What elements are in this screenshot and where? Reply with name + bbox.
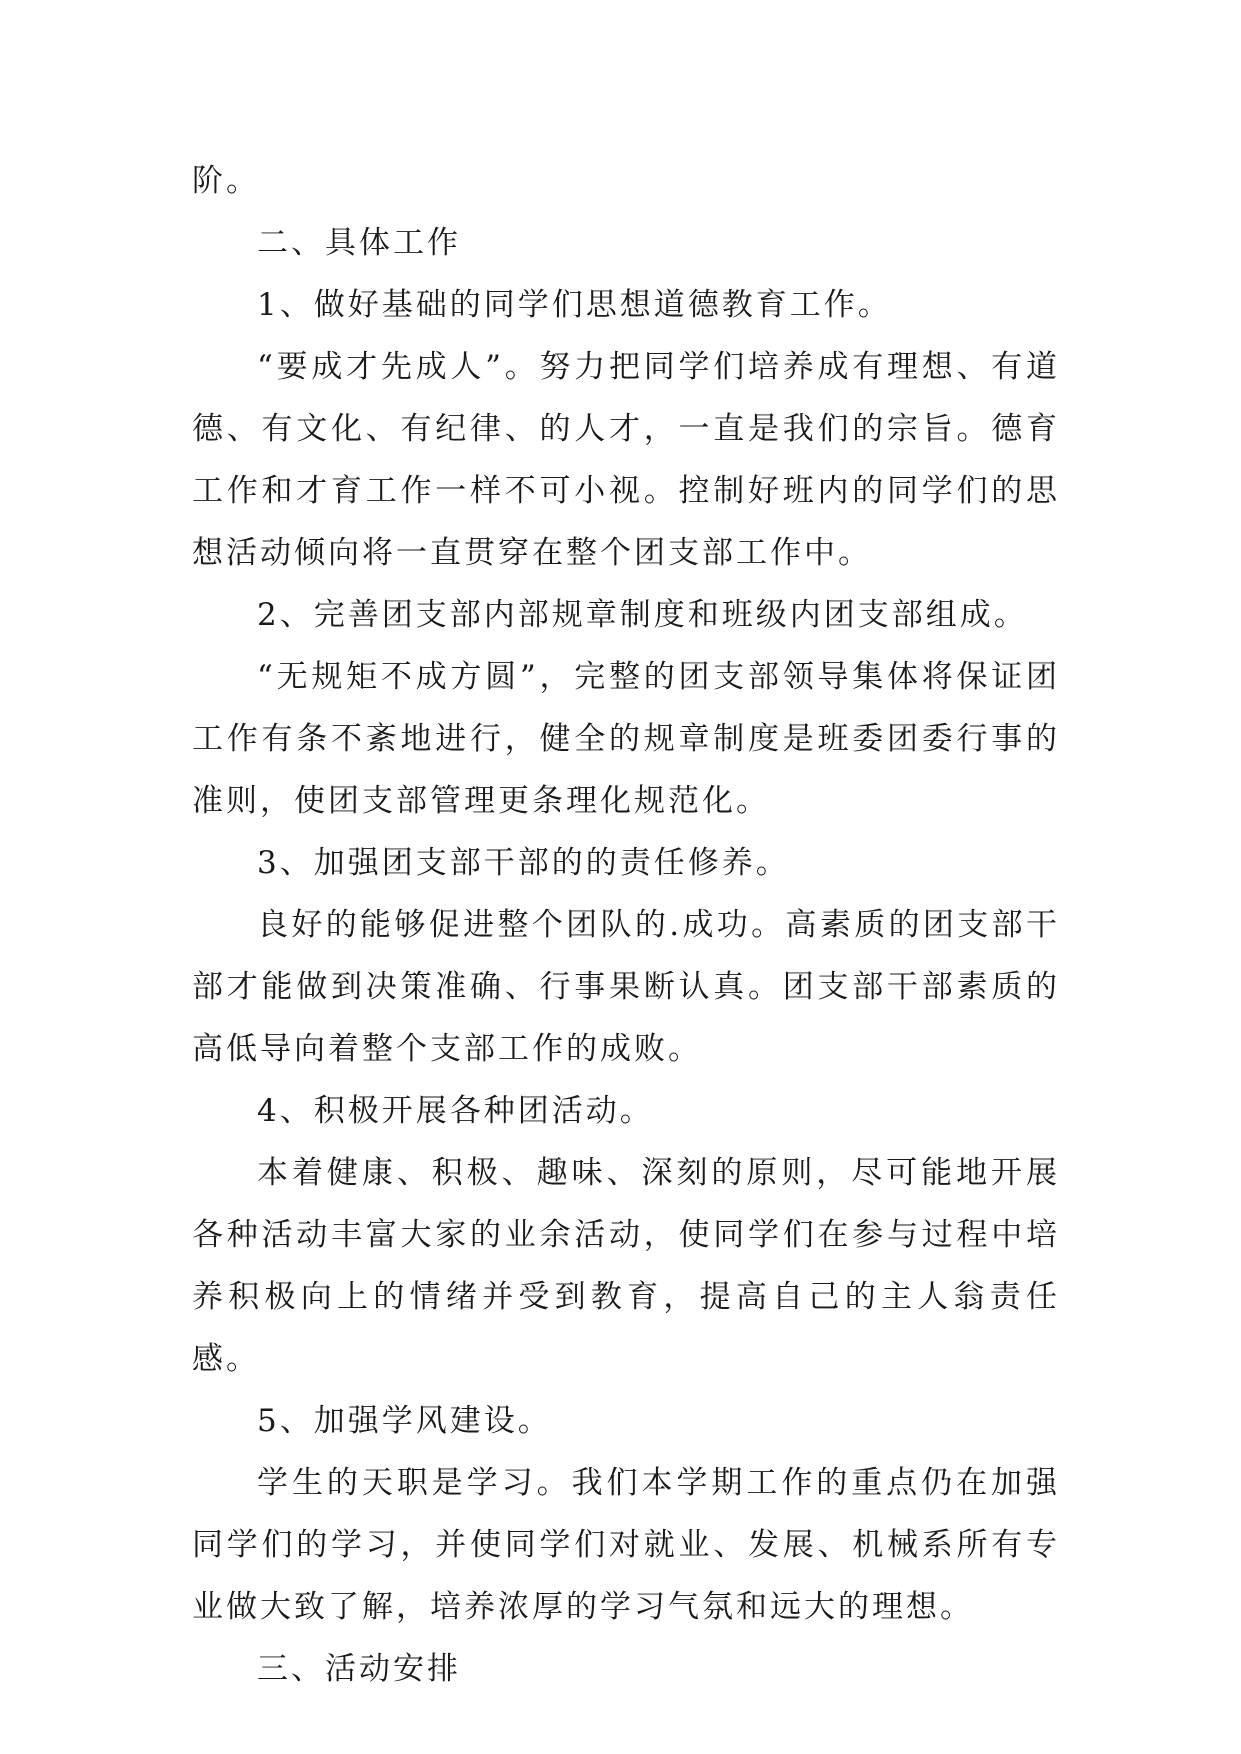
document-body bbox=[192, 150, 1060, 1700]
item-body-4: 本着健康、积极、趣味、深刻的原则，尽可能地开展各种活动丰富大家的业余活动，使同学们在参与过程中培养积极向上的情绪并受到教育，提高自己的主人翁责任感。 bbox=[192, 1155, 1060, 1377]
item-heading-1: 1、做好基础的同学们思想道德教育工作。 bbox=[257, 287, 892, 323]
section-heading-activity-schedule: 三、活动安排 bbox=[257, 1651, 461, 1687]
paragraph-continuation: 阶。 bbox=[192, 163, 260, 199]
item-heading-2: 2、完善团支部内部规章制度和班级内团支部组成。 bbox=[257, 597, 1028, 633]
item-body-1: “要成才先成人”。努力把同学们培养成有理想、有道德、有文化、有纪律、的人才，一直是我们的宗旨。德育工作和才育工作一样不可小视。控制好班内的同学们的思想活动倾向将一直贯穿在整个团支部工作中。 bbox=[192, 349, 1060, 571]
item-heading-3: 3、加强团支部干部的的责任修养。 bbox=[257, 845, 790, 881]
item-body-5: 学生的天职是学习。我们本学期工作的重点仍在加强同学们的学习，并使同学们对就业、发展、机械系所有专业做大致了解，培养浓厚的学习气氛和远大的理想。 bbox=[192, 1465, 1060, 1625]
section-heading-specific-work: 二、具体工作 bbox=[257, 225, 461, 261]
item-heading-5: 5、加强学风建设。 bbox=[257, 1403, 552, 1439]
item-body-3: 良好的能够促进整个团队的.成功。高素质的团支部干部才能做到决策准确、行事果断认真。团支部干部素质的高低导向着整个支部工作的成败。 bbox=[192, 907, 1060, 1067]
item-heading-4: 4、积极开展各种团活动。 bbox=[257, 1093, 654, 1129]
item-body-2: “无规矩不成方圆”，完整的团支部领导集体将保证团工作有条不紊地进行，健全的规章制度是班委团委行事的准则，使团支部管理更条理化规范化。 bbox=[192, 659, 1060, 819]
